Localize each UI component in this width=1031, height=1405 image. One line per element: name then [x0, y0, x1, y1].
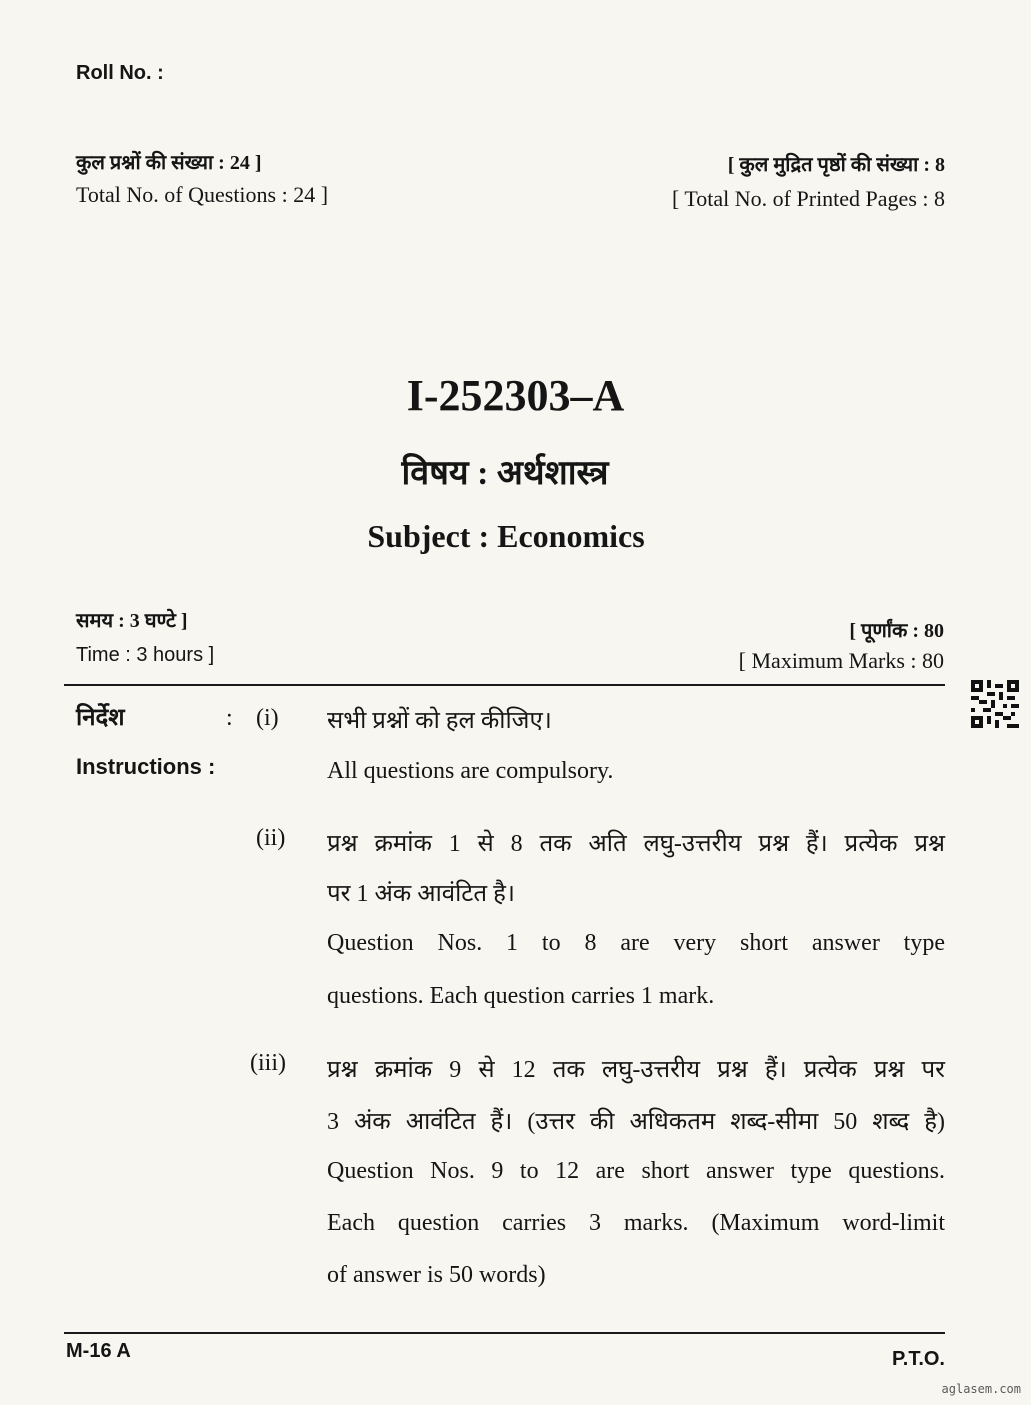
- footer-divider: [64, 1332, 945, 1334]
- header-divider: [64, 684, 945, 686]
- instruction-text-hindi: प्रश्न क्रमांक 1 से 8 तक अति लघु-उत्तरीय प्रश्न हैं। प्रत्येक प्रश्न: [327, 831, 945, 857]
- max-marks-english: [ Maximum Marks : 80: [738, 648, 944, 673]
- instruction-text-english: of answer is 50 words): [327, 1262, 546, 1288]
- instruction-text-english: All questions are compulsory.: [327, 758, 614, 784]
- time-english: Time : 3 hours ]: [76, 644, 215, 666]
- instruction-number: (ii): [256, 825, 286, 851]
- instruction-text-english: Each question carries 3 marks. (Maximum word-limit: [327, 1210, 945, 1236]
- subject-title-hindi: विषय : अर्थशास्त्र: [401, 455, 609, 492]
- instruction-number: (i): [256, 705, 279, 731]
- instruction-number: (iii): [250, 1050, 286, 1076]
- roll-number-label: Roll No. :: [76, 62, 164, 84]
- footer-code: M-16 A: [66, 1340, 131, 1362]
- qr-code-icon: [971, 680, 1019, 728]
- instruction-text-hindi: सभी प्रश्नों को हल कीजिए।: [327, 708, 552, 734]
- time-hindi: समय : 3 घण्टे ]: [76, 610, 188, 632]
- instruction-text-hindi: 3 अंक आवंटित हैं। (उत्तर की अधिकतम शब्द-सीमा 50 शब्द है): [327, 1109, 945, 1135]
- printed-pages-english: [ Total No. of Printed Pages : 8: [671, 186, 945, 211]
- page-turn-label: P.T.O.: [892, 1348, 945, 1370]
- instructions-label-hindi: निर्देश: [76, 705, 125, 731]
- instruction-text-english: questions. Each question carries 1 mark.: [327, 983, 715, 1009]
- instructions-colon: :: [226, 705, 233, 731]
- instruction-text-hindi: प्रश्न क्रमांक 9 से 12 तक लघु-उत्तरीय प्रश्न हैं। प्रत्येक प्रश्न पर: [327, 1057, 945, 1083]
- instructions-label-english: Instructions :: [76, 754, 216, 779]
- instruction-text-hindi: पर 1 अंक आवंटित है।: [327, 881, 515, 907]
- total-questions-hindi: कुल प्रश्नों की संख्या : 24 ]: [76, 152, 262, 174]
- total-questions-english: Total No. of Questions : 24 ]: [76, 182, 329, 207]
- watermark: aglasem.com: [941, 1382, 1021, 1396]
- printed-pages-hindi: [ कुल मुद्रित पृष्ठों की संख्या : 8: [727, 154, 945, 176]
- max-marks-hindi: [ पूर्णांक : 80: [849, 620, 944, 642]
- instruction-text-english: Question Nos. 1 to 8 are very short answer type: [327, 930, 945, 956]
- subject-title-english: Subject : Economics: [367, 518, 645, 554]
- paper-code: I-252303–A: [406, 371, 625, 420]
- instruction-text-english: Question Nos. 9 to 12 are short answer type questions.: [327, 1158, 945, 1184]
